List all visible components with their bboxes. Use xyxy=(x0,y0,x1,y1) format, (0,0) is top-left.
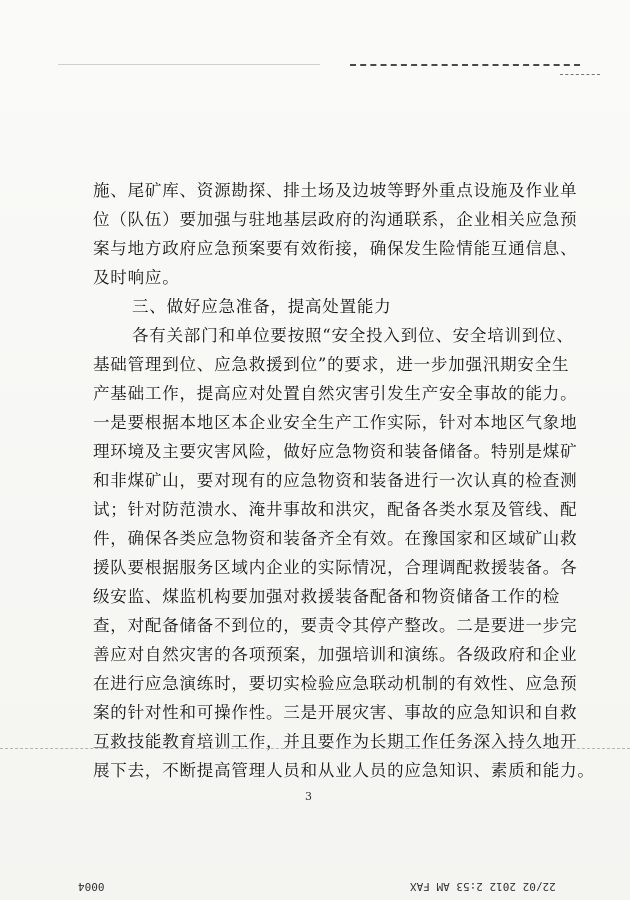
section-line: 查，对配备储备不到位的，要责令其停产整改。二是要进一步完 xyxy=(93,616,578,635)
section-line: 善应对自然灾害的各项预案，加强培训和演练。各级政府和企业 xyxy=(93,645,578,664)
fax-page-counter: 0004 xyxy=(78,880,105,893)
section-heading: 三、做好应急准备，提高处置能力 xyxy=(132,297,392,316)
body-line: 及时响应。 xyxy=(93,268,180,287)
bottom-divider-dashed xyxy=(0,748,630,749)
section-line: 基础管理到位、应急救援到位”的要求，进一步加强汛期安全生 xyxy=(93,355,570,374)
section-line: 援队要根据服务区域内企业的实际情况，合理调配救援装备。各 xyxy=(93,558,578,577)
section-line: 和非煤矿山，要对现有的应急物资和装备进行一次认真的检查测 xyxy=(93,471,578,490)
top-divider-dashed xyxy=(350,64,580,66)
body-line: 位（队伍）要加强与驻地基层政府的沟通联系，企业相关应急预 xyxy=(93,210,578,229)
section-line: 试；针对防范溃水、淹井事故和洪灾，配备各类水泵及管线、配 xyxy=(93,500,578,519)
body-line: 案与地方政府应急预案要有效衔接，确保发生险情能互通信息、 xyxy=(93,239,578,258)
section-line: 理环境及主要灾害风险，做好应急物资和装备储备。特别是煤矿 xyxy=(93,442,578,461)
section-line: 互救技能教育培训工作，并且要作为长期工作任务深入持久地开 xyxy=(93,732,578,751)
body-line: 施、尾矿库、资源勘探、排土场及边坡等野外重点设施及作业单 xyxy=(93,181,578,200)
page-number: 3 xyxy=(305,790,312,803)
document-body xyxy=(93,178,595,787)
top-divider-dashed-short xyxy=(560,74,600,75)
section-line: 在进行应急演练时，要切实检验应急联动机制的有效性、应急预 xyxy=(93,674,578,693)
section-line: 一是要根据本地区本企业安全生产工作实际，针对本地区气象地 xyxy=(93,413,578,432)
section-line: 各有关部门和单位要按照“安全投入到位、安全培训到位、 xyxy=(132,326,574,345)
section-line: 案的针对性和可操作性。三是开展灾害、事故的应急知识和自救 xyxy=(93,703,578,722)
section-line: 产基础工作，提高应对处置自然灾害引发生产安全事故的能力。 xyxy=(93,384,578,403)
section-line: 件，确保各类应急物资和装备齐全有效。在豫国家和区域矿山救 xyxy=(93,529,578,548)
fax-transmission-header: 22/02 2012 2:53 AM FAX xyxy=(410,880,556,893)
section-line: 展下去，不断提高管理人员和从业人员的应急知识、素质和能力。 xyxy=(93,761,595,780)
top-divider-faint xyxy=(58,64,320,65)
section-line: 级安监、煤监机构要加强对救援装备配备和物资储备工作的检 xyxy=(93,587,561,606)
